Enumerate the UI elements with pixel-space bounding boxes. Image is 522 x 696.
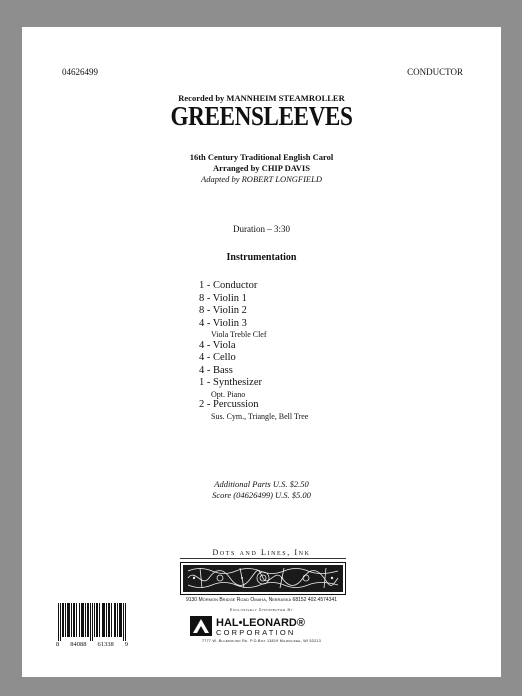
svg-text:HAL•LEONARD®: HAL•LEONARD® [216, 617, 305, 629]
distributor-address: 7777 W. Bluemound Rd. P.O.Box 13819 Milwaukee, WI 53213 [202, 639, 321, 643]
duration: Duration – 3:30 [233, 224, 290, 234]
list-item: 8 - Violin 1 [199, 292, 247, 304]
list-item: 2 - Percussion Sus. Cym., Triangle, Bell Tree [199, 399, 309, 421]
barcode-number: 8 84088 61338 9 [56, 641, 128, 648]
instrument-note: Opt. Piano [211, 389, 246, 399]
instrumentation-list [199, 280, 308, 421]
catalog-number: 04626499 [62, 67, 98, 77]
score-price: Score (04626499) U.S. $5.00 [212, 490, 311, 500]
instrumentation-heading: Instrumentation [226, 252, 297, 263]
list-item: 4 - Bass [199, 364, 233, 376]
instrument-note: Viola Treble Clef [211, 330, 267, 339]
list-item: 1 - Synthesizer Opt. Piano [199, 377, 308, 399]
credit-arranger: Arranged by CHIP DAVIS [213, 163, 310, 173]
instrument-note: Sus. Cym., Triangle, Bell Tree [211, 411, 309, 421]
list-item: 4 - Cello [199, 352, 236, 363]
additional-parts-price: Additional Parts U.S. $2.50 [214, 479, 309, 489]
list-item: 8 - Violin 2 [199, 305, 247, 316]
score-cover-page [22, 27, 501, 677]
list-item: 4 - Violin 3 Viola Treble Clef [199, 318, 308, 340]
ornament-logo [180, 562, 346, 595]
part-name: CONDUCTOR [407, 67, 463, 77]
hal-leonard-logo [190, 614, 340, 638]
pricing [22, 479, 501, 501]
page-title: GREENSLEEVES [170, 101, 353, 131]
barcode [56, 603, 128, 641]
recorded-by: Recorded by MANNHEIM STEAMROLLER [178, 93, 345, 103]
list-item: 1 - Conductor [199, 280, 258, 291]
credit-origin: 16th Century Traditional English Carol [189, 152, 334, 162]
publisher-divider [180, 558, 346, 559]
distributed-by-label: Exclusively Distributed By [229, 608, 294, 612]
publisher-name: Dots and Lines, Ink [212, 548, 311, 557]
svg-text:CORPORATION: CORPORATION [216, 628, 296, 637]
publisher-address: 9130 Mormon Bridge Road Omaha, Nebraska 68152 402.4574341 [185, 597, 338, 603]
list-item: 4 - Viola [199, 339, 236, 351]
credit-adapter: Adapted by ROBERT LONGFIELD [201, 174, 322, 184]
